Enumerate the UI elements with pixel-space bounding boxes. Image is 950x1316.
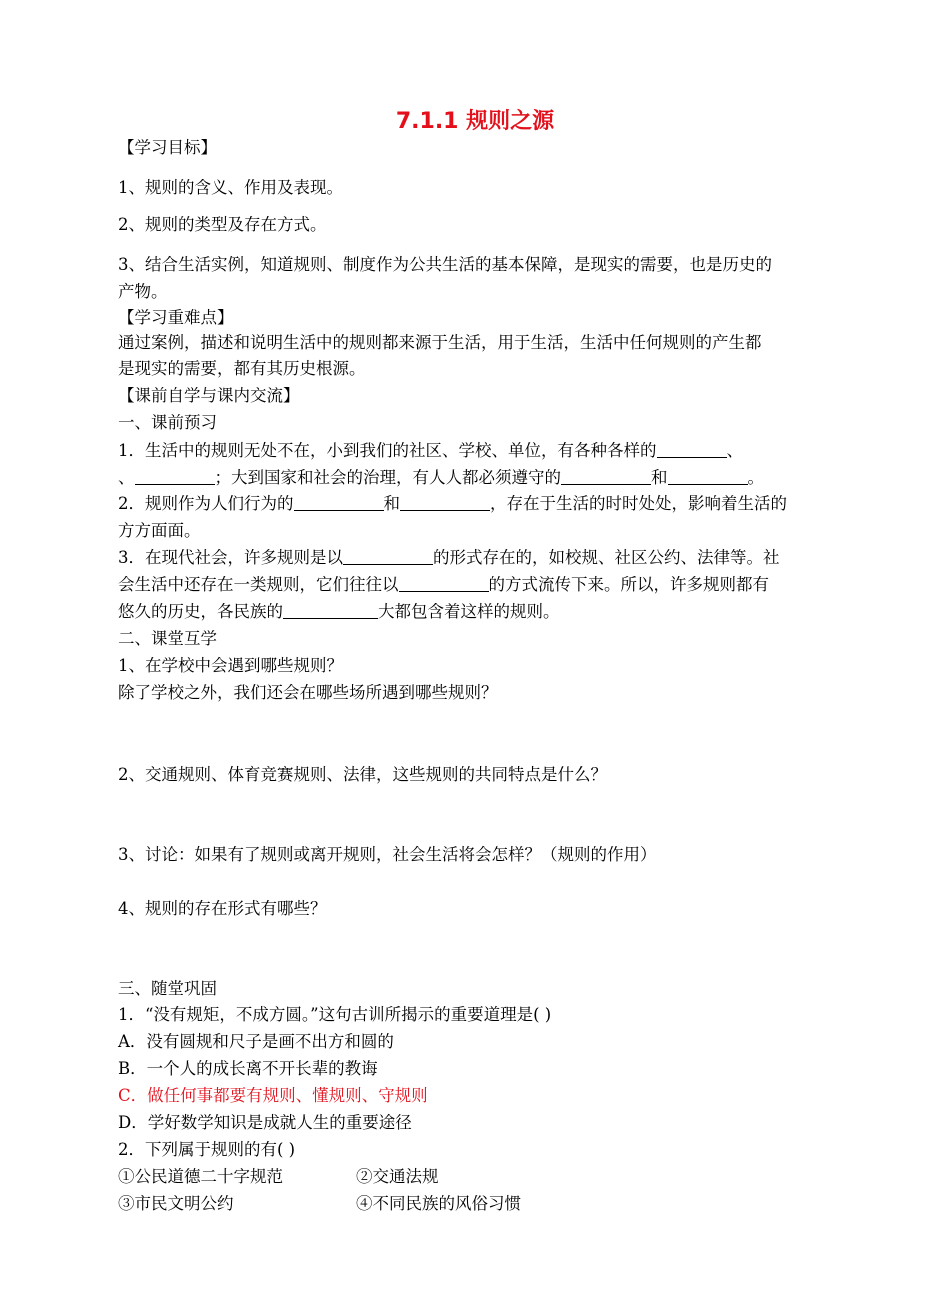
option-b: B．一个人的成长离不开长辈的教诲 — [118, 1059, 378, 1078]
preview-q1-text-a: 1．生活中的规则无处不在，小到我们的社区、学校、单位，有各种各样的 — [118, 441, 657, 460]
preview-q3-text-e: 悠久的历史，各民族的 — [118, 602, 283, 621]
preview-q3-text-f: 大都包含着这样的规则。 — [378, 602, 560, 621]
answer-blank[interactable] — [668, 468, 748, 485]
option-1: ①公民道德二十字规范 — [118, 1167, 283, 1186]
consolidation-question-2: 2．下列属于规则的有( ) — [118, 1140, 296, 1159]
preview-question-1 — [118, 441, 833, 461]
preview-question-3-cont — [118, 575, 833, 595]
interaction-question-1: 1、在学校中会遇到哪些规则？ — [118, 656, 343, 675]
preview-q1-text-f: 。 — [747, 468, 764, 487]
objective-2: 2、规则的类型及存在方式。 — [118, 215, 327, 234]
answer-blank[interactable] — [294, 494, 384, 511]
interaction-question-3: 3、讨论：如果有了规则或离开规则，社会生活将会怎样？（规则的作用） — [118, 845, 657, 864]
page-title: 7.1.1 规则之源 — [395, 109, 555, 134]
option-a: A．没有圆规和尺子是画不出方和圆的 — [118, 1032, 394, 1051]
option-c-answer: C．做任何事都要有规则、懂规则、守规则 — [118, 1086, 428, 1105]
interaction-question-1-sub: 除了学校之外，我们还会在哪些场所遇到哪些规则？ — [118, 683, 498, 702]
answer-blank[interactable] — [399, 575, 489, 592]
preview-q3-text-b: 的形式存在的，如校规、社区公约、法律等。社 — [433, 548, 780, 567]
keypoints-text-1: 通过案例，描述和说明生活中的规则都来源于生活，用于生活，生活中任何规则的产生都 — [118, 333, 762, 352]
option-2: ②交通法规 — [356, 1167, 439, 1186]
answer-blank[interactable] — [561, 468, 651, 485]
objective-3: 3、结合生活实例，知道规则、制度作为公共生活的基本保障，是现实的需要，也是历史的 — [118, 255, 772, 274]
preview-q3-text-c: 会生活中还存在一类规则，它们往往以 — [118, 575, 399, 594]
preview-question-2 — [118, 494, 833, 514]
interaction-question-2: 2、交通规则、体育竞赛规则、法律，这些规则的共同特点是什么？ — [118, 765, 607, 784]
option-3: ③市民文明公约 — [118, 1194, 234, 1213]
preview-q1-text-c: 、 — [118, 468, 135, 487]
interaction-heading: 二、课堂互学 — [118, 629, 217, 648]
answer-blank[interactable] — [400, 494, 490, 511]
preview-q2-text-c: ，存在于生活的时时处处，影响着生活的 — [490, 494, 787, 513]
preview-q2-text-a: 2．规则作为人们行为的 — [118, 494, 294, 513]
preview-section-heading: 一、课前预习 — [118, 413, 217, 432]
preview-q1-text-e: 和 — [651, 468, 668, 487]
answer-blank[interactable] — [657, 441, 727, 458]
consolidation-question-1: 1．“没有规矩，不成方圆。”这句古训所揭示的重要道理是( ) — [118, 1005, 552, 1024]
option-4: ④不同民族的风俗习惯 — [356, 1194, 521, 1213]
preview-question-2-cont: 方方面面。 — [118, 521, 201, 540]
objective-1: 1、规则的含义、作用及表现。 — [118, 178, 343, 197]
answer-blank[interactable] — [343, 548, 433, 565]
keypoints-heading: 【学习重难点】 — [118, 308, 234, 327]
preview-question-1-cont — [118, 468, 833, 488]
consolidation-heading: 三、随堂巩固 — [118, 979, 217, 998]
preview-q3-text-a: 3．在现代社会，许多规则是以 — [118, 548, 343, 567]
answer-blank[interactable] — [283, 602, 378, 619]
preview-q1-text-b: 、 — [726, 441, 743, 460]
preview-q2-text-b: 和 — [383, 494, 400, 513]
keypoints-text-2: 是现实的需要，都有其历史根源。 — [118, 359, 366, 378]
answer-blank[interactable] — [135, 468, 215, 485]
preview-question-3 — [118, 548, 833, 568]
preview-question-3-cont2 — [118, 602, 833, 622]
option-d: D．学好数学知识是成就人生的重要途径 — [118, 1113, 412, 1132]
interaction-question-4: 4、规则的存在形式有哪些？ — [118, 899, 327, 918]
objective-3-cont: 产物。 — [118, 282, 168, 301]
preview-q3-text-d: 的方式流传下来。所以，许多规则都有 — [488, 575, 769, 594]
objectives-heading: 【学习目标】 — [118, 138, 217, 157]
selfstudy-heading: 【课前自学与课内交流】 — [118, 386, 300, 405]
preview-q1-text-d: ；大到国家和社会的治理，有人人都必须遵守的 — [214, 468, 561, 487]
